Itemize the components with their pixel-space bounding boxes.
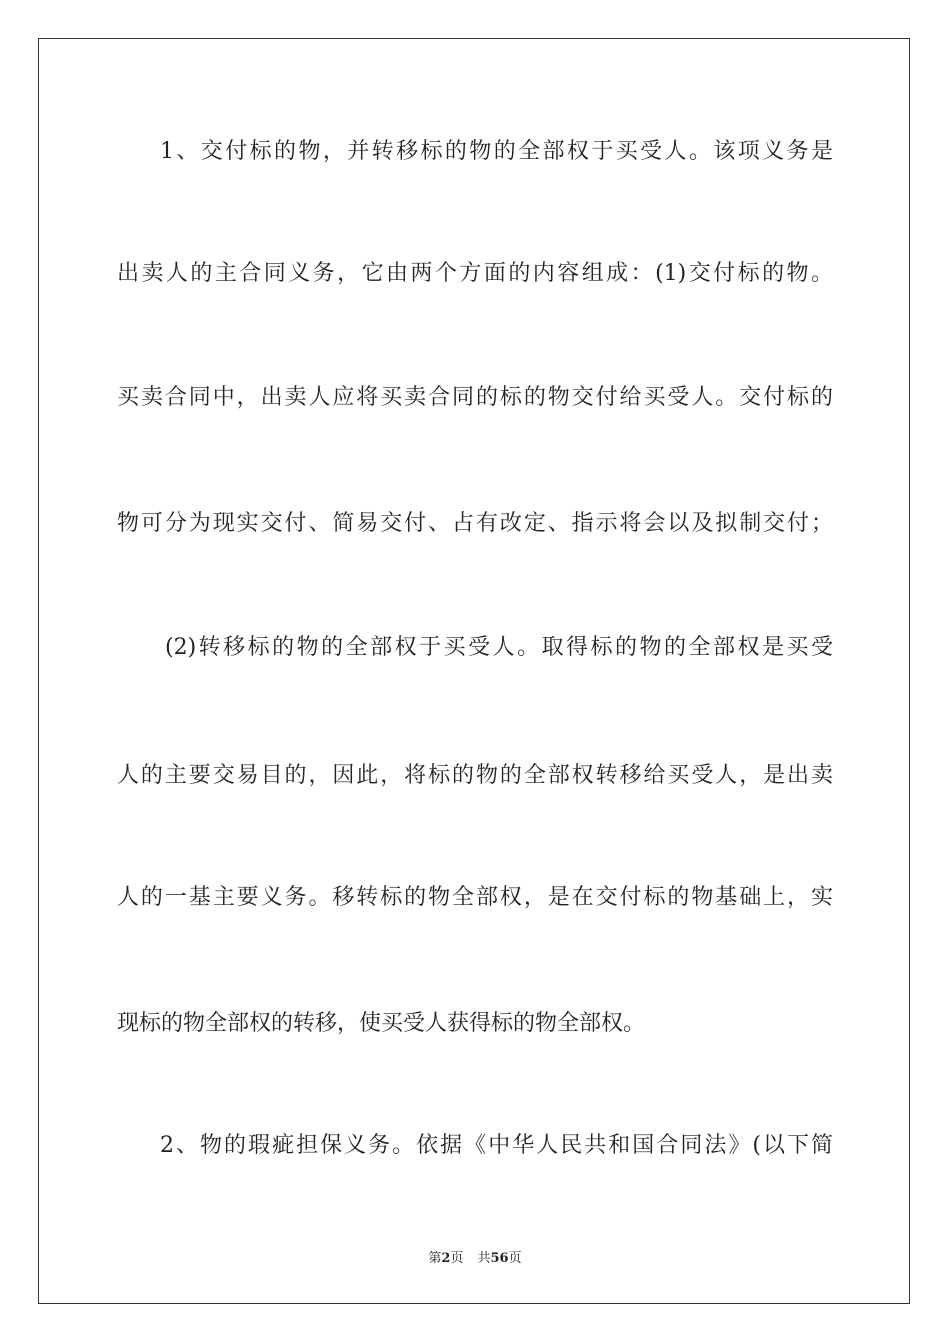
paragraph-2-line-1: (2)转移标的物的全部权于买受人。取得标的物的全部权是买受: [165, 635, 833, 660]
paragraph-1-line-1: 1、交付标的物，并转移标的物的全部权于买受人。该项义务是: [160, 139, 833, 164]
paragraph-2-line-2: 人的主要交易目的，因此，将标的物的全部权转移给买受人，是出卖: [117, 763, 833, 788]
page-label-suffix: 页: [450, 1251, 464, 1266]
paragraph-1-line-2: 出卖人的主合同义务，它由两个方面的内容组成：(1)交付标的物。: [117, 261, 833, 286]
paragraph-3-line-1: 2、物的瑕疵担保义务。依据《中华人民共和国合同法》(以下简: [160, 1133, 833, 1158]
paragraph-2-line-4: 现标的物全部权的转移，使买受人获得标的物全部权。: [117, 1011, 646, 1036]
paragraph-2-line-3: 人的一基主要义务。移转标的物全部权，是在交付标的物基础上，实: [117, 885, 833, 910]
total-label-suffix: 页: [508, 1251, 522, 1266]
total-pages: 56: [490, 1251, 509, 1266]
page-border: [38, 38, 910, 1304]
total-label-prefix: 共: [477, 1251, 491, 1266]
paragraph-1-line-4: 物可分为现实交付、简易交付、占有改定、指示将会以及拟制交付；: [117, 511, 833, 536]
paragraph-1-line-3: 买卖合同中，出卖人应将买卖合同的标的物交付给买受人。交付标的: [117, 385, 833, 410]
page-number: 2: [441, 1251, 451, 1266]
page-footer: [0, 1247, 950, 1266]
page-label-prefix: 第: [428, 1251, 442, 1266]
